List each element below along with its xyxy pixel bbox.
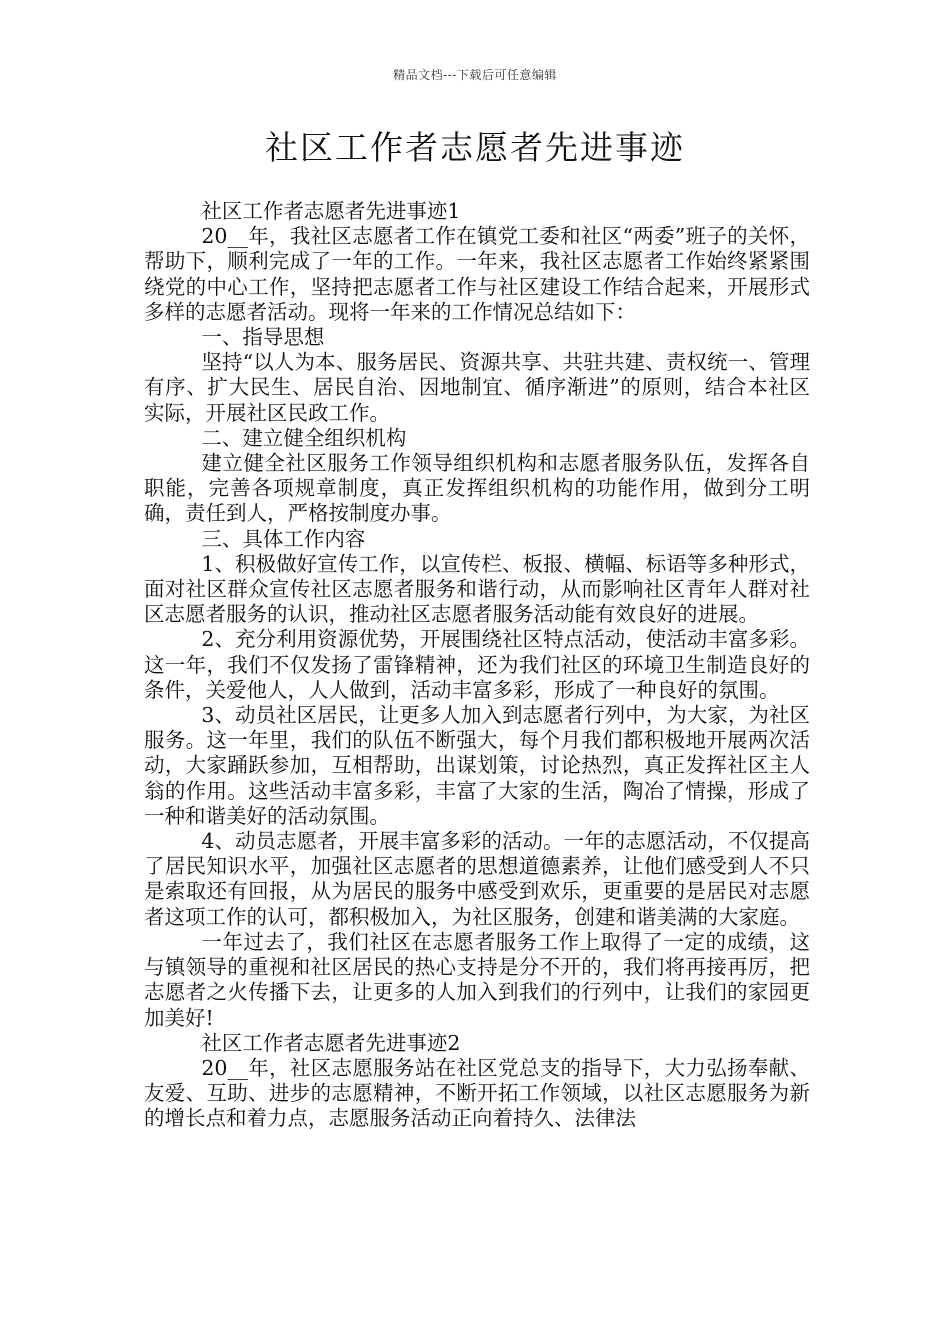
paragraph: 1、积极做好宣传工作，以宣传栏、板报、横幅、标语等多种形式，面对社区群众宣传社区志愿者服务和谐行动，从而影响社区青年人群对社区志愿者服务的认识，推动社区志愿者服务活动能有效良好的进展。 bbox=[144, 551, 810, 627]
document-title: 社区工作者志愿者先进事迹 bbox=[265, 128, 685, 167]
header-note: 精品文档---下载后可任意编辑 bbox=[393, 68, 557, 82]
paragraph: 一年过去了，我们社区在志愿者服务工作上取得了一定的成绩，这与镇领导的重视和社区居民的热心支持是分不开的，我们将再接再厉，把志愿者之火传播下去，让更多的人加入到我们的行列中，让我们的家园更加美好! bbox=[144, 929, 810, 1030]
subheading: 三、具体工作内容 bbox=[201, 526, 366, 551]
paragraph: 20__年，社区志愿服务站在社区党总支的指导下，大力弘扬奉献、友爱、互助、进步的志愿精神，不断开拓工作领域，以社区志愿服务为新的增长点和着力点，志愿服务活动正向着持久、法律法 bbox=[144, 1055, 810, 1131]
document-body bbox=[144, 199, 810, 1132]
paragraph: 坚持“以人为本、服务居民、资源共享、共驻共建、责权统一、管理有序、扩大民生、居民自治、因地制宜、循序渐进”的原则，结合本社区实际，开展社区民政工作。 bbox=[144, 350, 810, 425]
paragraph: 建立健全社区服务工作领导组织机构和志愿者服务队伍，发挥各自职能，完善各项规章制度，真正发挥组织机构的功能作用，做到分工明确，责任到人，严格按制度办事。 bbox=[144, 451, 810, 526]
paragraph: 4、动员志愿者，开展丰富多彩的活动。一年的志愿活动，不仅提高了居民知识水平，加强社区志愿者的思想道德素养，让他们感受到人不只是索取还有回报，从为居民的服务中感受到欢乐，更重要的是居民对志愿者这项工作的认可，都积极加入，为社区服务，创建和谐美满的大家庭。 bbox=[144, 829, 810, 929]
paragraph: 2、充分利用资源优势，开展围绕社区特点活动，使活动丰富多彩。这一年，我们不仅发扬了雷锋精神，还为我们社区的环境卫生制造良好的条件，关爱他人，人人做到，活动丰富多彩，形成了一种良好的氛围。 bbox=[144, 627, 810, 702]
subheading: 二、建立健全组织机构 bbox=[201, 425, 407, 450]
paragraph: 3、动员社区居民，让更多人加入到志愿者行列中，为大家，为社区服务。这一年里，我们的队伍不断强大，每个月我们都积极地开展两次活动，大家踊跃参加，互相帮助，出谋划策，讨论热烈，真正发挥社区主人翁的作用。这些活动丰富多彩，丰富了大家的生活，陶冶了情操，形成了一种和谐美好的活动氛围。 bbox=[144, 703, 810, 828]
paragraph: 20__年，我社区志愿者工作在镇党工委和社区“两委”班子的关怀，帮助下，顺利完成了一年的工作。一年来，我社区志愿者工作始终紧紧围绕党的中心工作，坚持把志愿者工作与社区建设工作结合起来，开展形式多样的志愿者活动。现将一年来的工作情况总结如下： bbox=[144, 224, 810, 324]
subheading: 一、指导思想 bbox=[201, 325, 325, 350]
section-heading-2: 社区工作者志愿者先进事迹2 bbox=[201, 1030, 461, 1055]
section-heading-1: 社区工作者志愿者先进事迹1 bbox=[201, 199, 461, 223]
